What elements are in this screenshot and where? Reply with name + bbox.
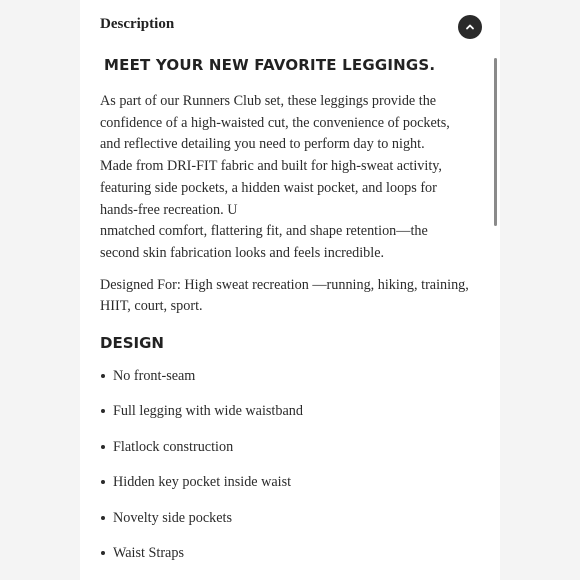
list-item-text: Full legging with wide waistband	[113, 403, 303, 420]
list-item	[100, 508, 470, 528]
list-item	[100, 437, 470, 457]
paragraph-line: As part of our Runners Club set, these leggings provide the	[100, 93, 437, 109]
list-item-text: No front-seam	[113, 368, 196, 385]
design-heading: DESIGN	[100, 334, 164, 353]
section-header-title: Description	[100, 16, 175, 32]
paragraph-line: confidence of a high-waisted cut, the convenience of pockets,	[100, 114, 450, 131]
paragraph-line: second skin fabrication looks and feels incredible.	[100, 244, 385, 261]
scrollbar-thumb[interactable]	[494, 58, 497, 226]
bullet-icon	[101, 409, 105, 413]
chevron-up-icon	[465, 23, 475, 31]
description-panel	[80, 0, 500, 580]
paragraph-line: hands-free recreation. U	[100, 201, 238, 218]
bullet-icon	[101, 374, 105, 378]
paragraph-line: Designed For: High sweat recreation —running, hiking, training,	[100, 276, 469, 293]
list-item	[100, 401, 470, 421]
paragraph-line: featuring side pockets, a hidden waist pocket, and loops for	[100, 179, 437, 196]
paragraph-line: and reflective detailing you need to perform day to night.	[100, 136, 425, 153]
list-item	[100, 543, 470, 563]
scrollbar[interactable]	[494, 56, 497, 566]
list-item-text: Novelty side pockets	[113, 509, 232, 526]
bullet-icon	[101, 445, 105, 449]
bullet-icon	[101, 551, 105, 555]
collapse-button[interactable]	[458, 15, 482, 39]
paragraph-line: Made from DRI-FIT fabric and built for high-sweat activity,	[100, 158, 442, 175]
description-content	[100, 54, 470, 578]
designed-for-paragraph	[100, 275, 470, 318]
paragraph-line: HIIT, court, sport.	[100, 298, 203, 315]
list-item	[100, 366, 470, 386]
list-item-text: Waist Straps	[113, 544, 184, 561]
description-paragraph	[100, 91, 470, 265]
list-item	[100, 472, 470, 492]
design-list	[100, 366, 470, 563]
bullet-icon	[101, 480, 105, 484]
paragraph-line: nmatched comfort, flattering fit, and shape retention—the	[100, 223, 428, 240]
product-headline: MEET YOUR NEW FAVORITE LEGGINGS.	[104, 56, 436, 74]
list-item-text: Flatlock construction	[113, 438, 234, 455]
bullet-icon	[101, 516, 105, 520]
list-item-text: Hidden key pocket inside waist	[113, 474, 292, 491]
